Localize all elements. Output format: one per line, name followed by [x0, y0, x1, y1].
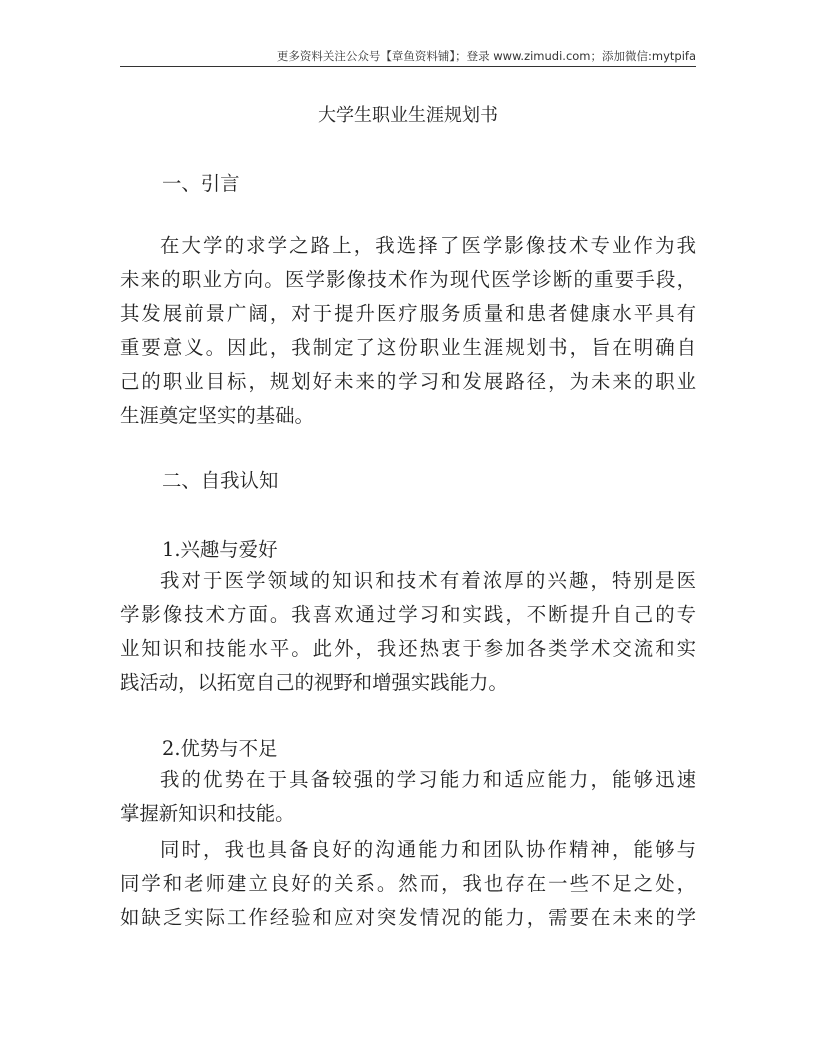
paragraph-line: 重要意义。因此，我制定了这份职业生涯规划书，旨在明确自 [120, 336, 696, 359]
subsection-heading-interests: 1.兴趣与爱好 [162, 538, 278, 561]
paragraph-line: 如缺乏实际工作经验和应对突发情况的能力，需要在未来的学 [120, 906, 696, 929]
section-heading-self-awareness: 二、自我认知 [162, 469, 279, 492]
subsection-heading-strengths: 2.优势与不足 [162, 737, 278, 760]
paragraph-line: 在大学的求学之路上，我选择了医学影像技术专业作为我 [160, 234, 696, 257]
paragraph-line: 我对于医学领域的知识和技术有着浓厚的兴趣，特别是医 [160, 569, 696, 592]
paragraph-line: 己的职业目标，规划好未来的学习和发展路径，为未来的职业 [120, 370, 696, 393]
paragraph-line: 掌握新知识和技能。 [120, 802, 295, 825]
paragraph-line: 其发展前景广阔，对于提升医疗服务质量和患者健康水平具有 [120, 302, 696, 325]
paragraph-line: 同学和老师建立良好的关系。然而，我也存在一些不足之处， [120, 872, 696, 895]
paragraph-line: 未来的职业方向。医学影像技术作为现代医学诊断的重要手段， [120, 268, 696, 291]
page-header: 更多资料关注公众号【章鱼资料铺】；登录 www.zimudi.com；添加微信:mytpifa [120, 46, 696, 67]
paragraph-line: 践活动，以拓宽自己的视野和增强实践能力。 [120, 671, 508, 694]
paragraph-line: 学影像技术方面。我喜欢通过学习和实践，不断提升自己的专 [120, 603, 696, 626]
paragraph-line: 业知识和技能水平。此外，我还热衷于参加各类学术交流和实 [120, 637, 696, 660]
paragraph-line: 我的优势在于具备较强的学习能力和适应能力，能够迅速 [160, 768, 696, 791]
paragraph-line: 生涯奠定坚实的基础。 [120, 404, 314, 427]
paragraph-line: 同时，我也具备良好的沟通能力和团队协作精神，能够与 [160, 838, 696, 861]
section-heading-introduction: 一、引言 [162, 172, 240, 195]
document-title: 大学生职业生涯规划书 [318, 105, 498, 126]
